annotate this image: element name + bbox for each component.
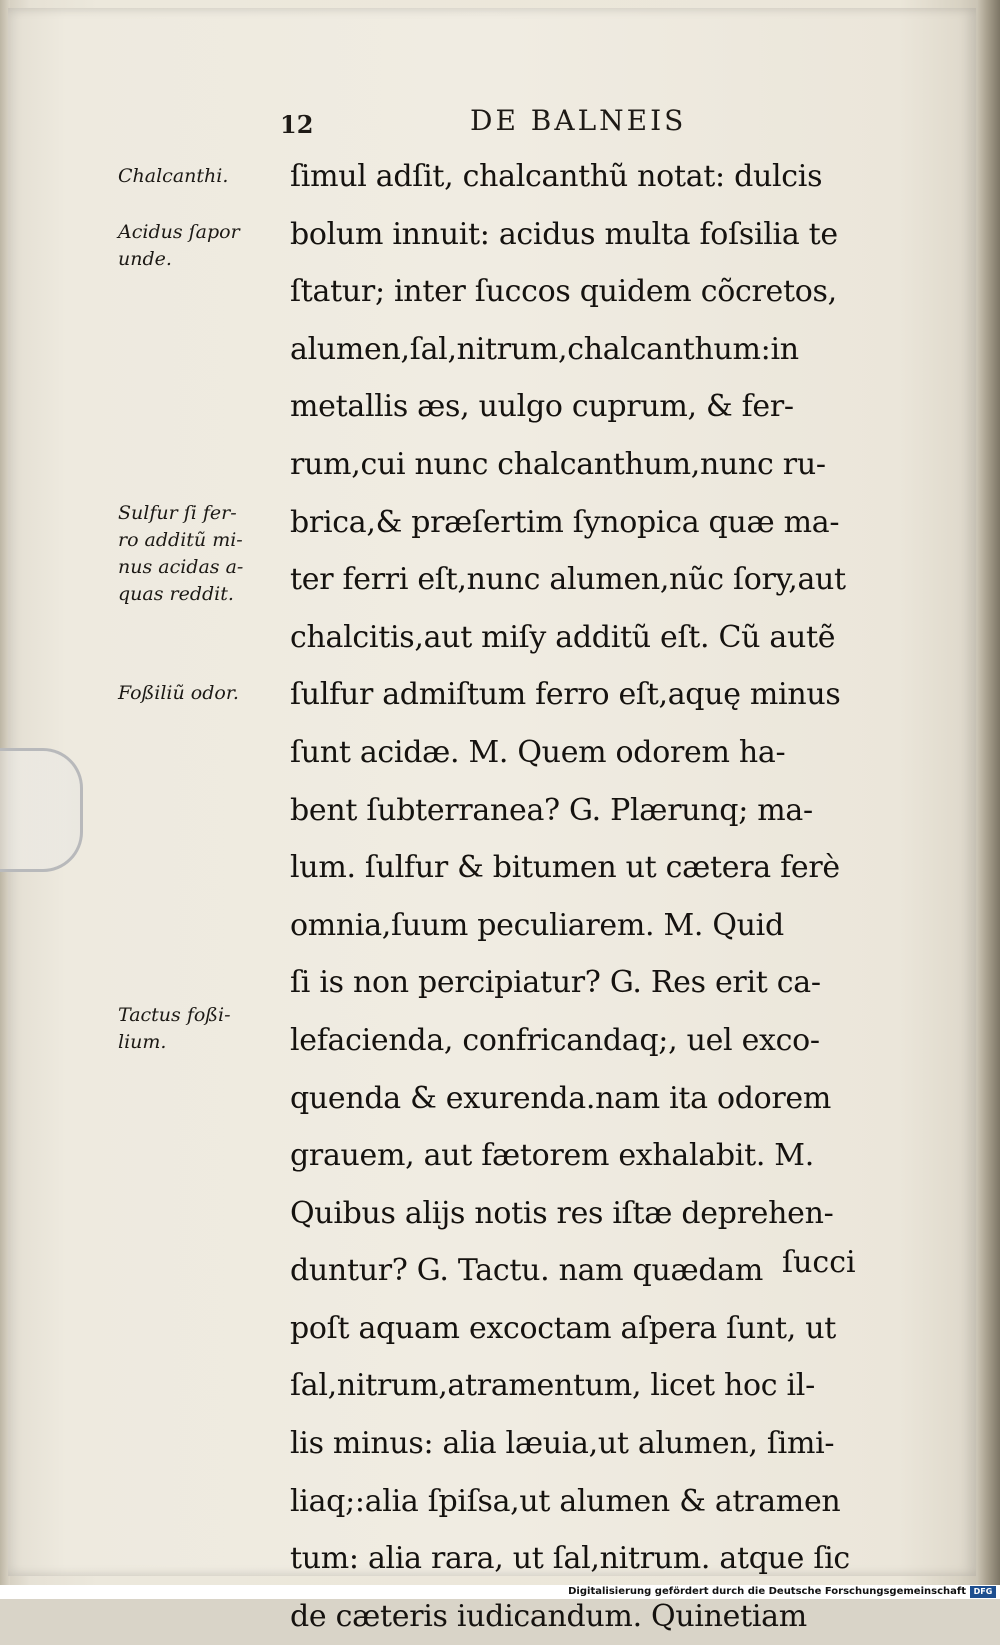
catchword: ſucci <box>782 1245 856 1280</box>
text-line: ſtatur; inter ſuccos quidem cõcretos, <box>290 274 837 310</box>
margin-note-line: lium. <box>118 1031 167 1053</box>
text-line: brica,& præſertim ſynopica quæ ma- <box>290 504 840 540</box>
text-line: lefacienda, confricandaq;, uel exco- <box>290 1022 820 1058</box>
page-right-edge <box>978 0 1000 1599</box>
text-line: omnia,ſuum peculiarem. M. Quid <box>290 907 784 943</box>
text-line: lum. ſulfur & bitumen ut cætera ferè <box>290 850 840 886</box>
text-line: de cæteris iudicandum. Quinetiam <box>290 1598 807 1634</box>
margin-note-line: Foßiliũ odor. <box>118 682 239 704</box>
text-line: liaq;:alia ſpiſsa,ut alumen & atramen <box>290 1483 841 1519</box>
text-line: rum,cui nunc chalcanthum,nunc ru- <box>290 446 826 482</box>
text-line: bolum innuit: acidus multa foſsilia te <box>290 216 838 252</box>
margin-note-line: Acidus ſapor <box>118 221 240 243</box>
page-clip <box>0 748 83 872</box>
text-line: Quibus alijs notis res iſtæ deprehen- <box>290 1195 834 1231</box>
margin-note-tactus <box>118 1002 231 1056</box>
footer-bar <box>0 1585 1000 1599</box>
text-line: quenda & exurenda.nam ita odorem <box>290 1080 832 1116</box>
body-text <box>290 148 910 1645</box>
running-head: DE BALNEIS <box>470 104 687 137</box>
text-line: ſimul adſit, chalcanthũ notat: dulcis <box>290 159 823 194</box>
text-line: ſulfur admiſtum ferro eſt,aquę minus <box>290 677 841 713</box>
text-line: ſi is non percipiatur? G. Res erit ca- <box>290 965 821 1001</box>
text-line: ter ferri eſt,nunc alumen,nũc ſory,aut <box>290 562 846 598</box>
text-line: metallis æs, uulgo cuprum, & fer- <box>290 389 794 425</box>
text-line: poſt aquam excoctam aſpera ſunt, ut <box>290 1310 836 1346</box>
margin-note-chalcanthi <box>118 163 228 190</box>
text-line: grauem, aut fætorem exhalabit. M. <box>290 1138 814 1174</box>
text-line: duntur? G. Tactu. nam quædam <box>290 1253 764 1289</box>
dfg-logo-icon: DFG <box>970 1586 996 1598</box>
margin-note-line: unde. <box>118 248 172 270</box>
margin-note-line: Chalcanthi. <box>118 165 229 187</box>
text-line: alumen,ſal,nitrum,chalcanthum:in <box>290 331 799 367</box>
margin-note-line: nus acidas a- <box>118 556 244 578</box>
margin-note-fossilium-odor <box>118 680 239 707</box>
text-line: ſal,nitrum,atramentum, licet hoc il- <box>290 1368 815 1404</box>
page-header <box>270 104 910 140</box>
margin-note-sulfur <box>118 500 243 608</box>
text-line: lis minus: alia læuia,ut alumen, ſimi- <box>290 1426 835 1462</box>
margin-note-line: quas reddit. <box>118 583 234 605</box>
margin-note-line: ro additũ mi- <box>118 529 243 551</box>
folio-number: 12 <box>280 110 314 139</box>
funding-credit: Digitalisierung gefördert durch die Deutsche Forschungsgemeinschaft <box>568 1586 966 1597</box>
margin-note-line: Tactus foßi- <box>118 1004 231 1026</box>
text-line: tum: alia rara, ut ſal,nitrum. atque ſic <box>290 1541 850 1577</box>
margin-note-line: Sulfur ſi fer- <box>118 502 237 524</box>
text-line: chalcitis,aut miſy additũ eſt. Cũ autẽ <box>290 619 836 655</box>
margin-note-acidus-sapor <box>118 219 240 273</box>
text-line: bent ſubterranea? G. Plærunq; ma- <box>290 792 813 828</box>
text-line: ſunt acidæ. M. Quem odorem ha- <box>290 734 786 770</box>
